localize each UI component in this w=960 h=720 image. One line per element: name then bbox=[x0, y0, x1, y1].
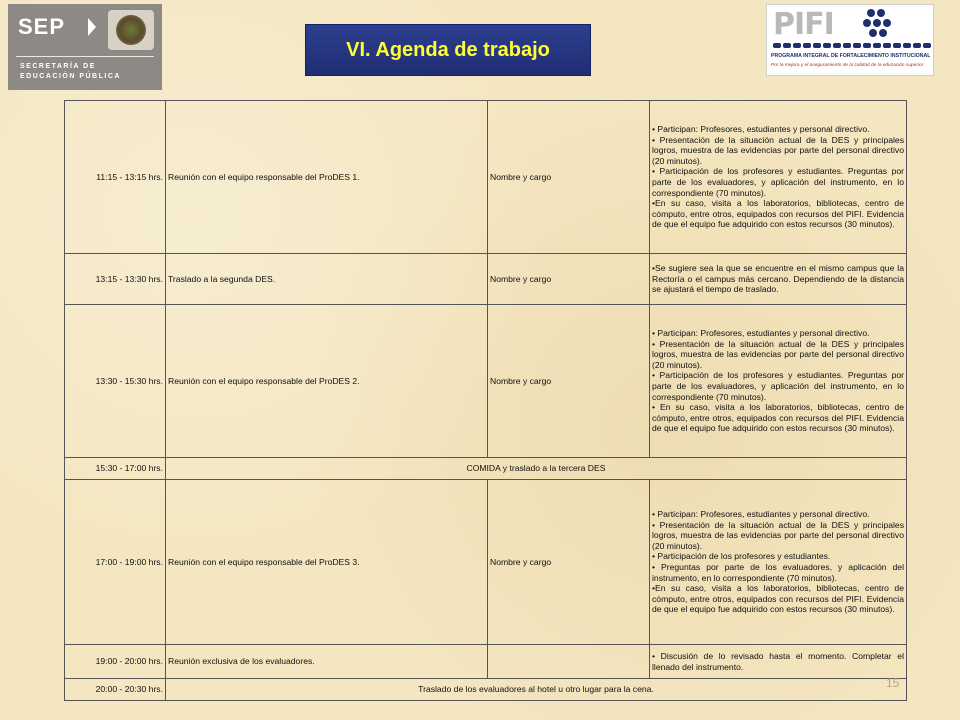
detail-item: • Preguntas por parte de los evaluadores, y aplicación del instrumento, en lo correspondiente (70 minutos). bbox=[652, 562, 904, 583]
table-row bbox=[65, 305, 907, 458]
sep-divider bbox=[16, 56, 154, 57]
detail-item: • Participan: Profesores, estudiantes y personal directivo. bbox=[652, 124, 870, 135]
responsible-cell: Nombre y cargo bbox=[488, 305, 650, 458]
pifi-program-name: PROGRAMA INTEGRAL DE FORTALECIMIENTO INSTITUCIONAL bbox=[771, 53, 931, 59]
details-cell bbox=[650, 645, 907, 679]
agenda-table bbox=[64, 100, 907, 701]
responsible-cell: Nombre y cargo bbox=[488, 101, 650, 254]
detail-item: • Presentación de la situación actual de la DES y principales logros, muestra de las evidencias por parte del personal directivo (20 minutos). bbox=[652, 134, 904, 166]
table-row bbox=[65, 254, 907, 305]
table-row bbox=[65, 645, 907, 679]
detail-item: • En su caso, visita a los laboratorios, bibliotecas, centro de cómputo, entre otros, equipados con recursos del PIFI. Evidencia de que el equipo fue adquirido con estos recursos (30 minutos). bbox=[652, 402, 904, 434]
detail-item: • Participan: Profesores, estudiantes y personal directivo. bbox=[652, 328, 870, 339]
sep-acronym: SEP bbox=[18, 14, 66, 39]
mexico-seal-icon bbox=[108, 10, 154, 50]
detail-item: •En su caso, visita a los laboratorios, bibliotecas, centro de cómputo, entre otros, equipados con recursos del PIFI. Evidencia de que el equipo fue adquirido con estos recursos (30 minutos). bbox=[652, 198, 904, 230]
time-cell: 17:00 - 19:00 hrs. bbox=[65, 480, 166, 645]
merged-activity-cell: Traslado de los evaluadores al hotel u otro lugar para la cena. bbox=[166, 679, 907, 701]
detail-item: • Participación de los profesores y estudiantes. Preguntas por parte de los evaluadores, y aplicación del instrumento, en lo correspondiente (70 minutos). bbox=[652, 166, 904, 198]
sep-subtitle: SECRETARÍA DE EDUCACIÓN PÚBLICA bbox=[20, 63, 121, 80]
activity-cell: Reunión con el equipo responsable del ProDES 3. bbox=[166, 480, 488, 645]
detail-item: •Se sugiere sea la que se encuentre en el mismo campus que la Rectoría o el campus más cercano. Dependiendo de la distancia se ajustará el tiempo de traslado. bbox=[652, 263, 904, 295]
details-cell bbox=[650, 101, 907, 254]
time-cell: 20:00 - 20:30 hrs. bbox=[65, 679, 166, 701]
detail-item: • Presentación de la situación actual de la DES y principales logros, muestra de las evidencias por parte del personal directivo (20 minutos). bbox=[652, 519, 904, 551]
detail-item: • Discusión de lo revisado hasta el momento. Completar el llenado del instrumento. bbox=[652, 650, 904, 672]
responsible-cell: Nombre y cargo bbox=[488, 254, 650, 305]
sep-logo bbox=[8, 4, 162, 90]
activity-cell: Reunión exclusiva de los evaluadores. bbox=[166, 645, 488, 679]
pifi-slogan: Por la mejora y el aseguramiento de la calidad de la educación superior bbox=[771, 63, 924, 68]
pifi-wordmark: PIFI bbox=[773, 7, 834, 42]
table-row bbox=[65, 458, 907, 480]
detail-item: • Participación de los profesores y estudiantes. Preguntas por parte de los evaluadores, y aplicación del instrumento, en lo correspondiente (70 minutos). bbox=[652, 370, 904, 402]
pifi-bar-icon bbox=[773, 43, 931, 48]
table-row bbox=[65, 679, 907, 701]
detail-item: •En su caso, visita a los laboratorios, bibliotecas, centro de cómputo, entre otros, equipados con recursos del PIFI. Evidencia de que el equipo fue adquirido con estos recursos (30 minutos). bbox=[652, 583, 904, 615]
sep-arrow-icon bbox=[88, 18, 96, 36]
table-row bbox=[65, 101, 907, 254]
time-cell: 15:30 - 17:00 hrs. bbox=[65, 458, 166, 480]
responsible-cell bbox=[488, 645, 650, 679]
merged-activity-cell: COMIDA y traslado a la tercera DES bbox=[166, 458, 907, 480]
activity-cell: Reunión con el equipo responsable del ProDES 2. bbox=[166, 305, 488, 458]
details-cell bbox=[650, 305, 907, 458]
table-row bbox=[65, 480, 907, 645]
time-cell: 11:15 - 13:15 hrs. bbox=[65, 101, 166, 254]
time-cell: 13:30 - 15:30 hrs. bbox=[65, 305, 166, 458]
details-cell bbox=[650, 254, 907, 305]
page-number: 15 bbox=[886, 676, 900, 690]
slide-title-box bbox=[305, 24, 591, 76]
time-cell: 13:15 - 13:30 hrs. bbox=[65, 254, 166, 305]
activity-cell: Traslado a la segunda DES. bbox=[166, 254, 488, 305]
time-cell: 19:00 - 20:00 hrs. bbox=[65, 645, 166, 679]
slide-title: VI. Agenda de trabajo bbox=[346, 38, 550, 61]
activity-cell: Reunión con el equipo responsable del ProDES 1. bbox=[166, 101, 488, 254]
detail-item: • Presentación de la situación actual de la DES y principales logros, muestra de las evidencias por parte del personal directivo (20 minutos). bbox=[652, 338, 904, 370]
detail-item: • Participación de los profesores y estudiantes. bbox=[652, 551, 831, 562]
details-cell bbox=[650, 480, 907, 645]
pifi-logo bbox=[766, 4, 934, 76]
detail-item: • Participan: Profesores, estudiantes y personal directivo. bbox=[652, 509, 870, 520]
responsible-cell: Nombre y cargo bbox=[488, 480, 650, 645]
